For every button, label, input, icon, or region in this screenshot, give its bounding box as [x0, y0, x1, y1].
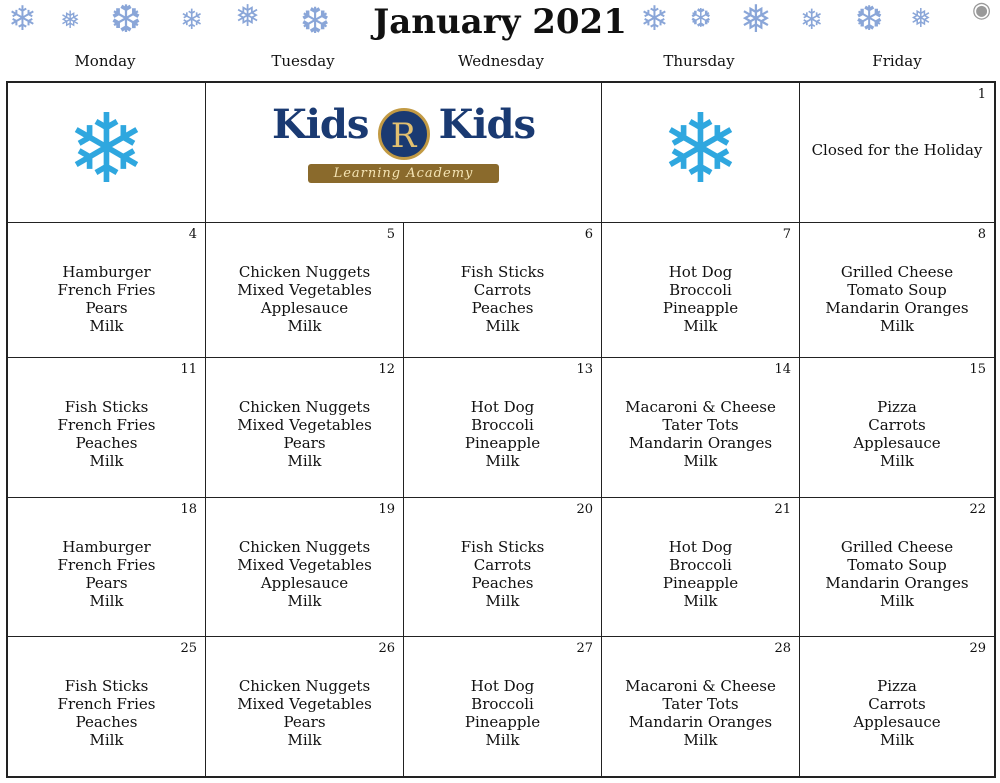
menu-item: Carrots — [473, 281, 532, 299]
menu-list — [8, 538, 205, 610]
calendar-day-cell — [602, 223, 800, 358]
snowflake-icon: ❆ — [690, 4, 712, 34]
calendar-day-cell — [206, 223, 404, 358]
snowflake-icon: ❄ — [180, 3, 204, 36]
snowflake-icon: ❅ — [60, 6, 81, 34]
menu-item: Hot Dog — [668, 538, 733, 556]
calendar-day-cell — [206, 637, 404, 776]
day-number: 13 — [576, 362, 593, 377]
menu-list — [206, 677, 403, 749]
snowflake-icon: ❄ — [8, 0, 37, 39]
menu-item: Fish Sticks — [64, 677, 149, 695]
menu-item: Hamburger — [62, 263, 151, 281]
menu-list — [404, 398, 601, 470]
day-number: 11 — [180, 362, 197, 377]
calendar-day-cell — [800, 498, 994, 637]
menu-item: Tater Tots — [662, 695, 739, 713]
menu-item: Broccoli — [669, 281, 732, 299]
menu-item: Milk — [879, 731, 915, 749]
menu-list — [800, 538, 994, 610]
weekday-header-row — [6, 52, 996, 72]
snowflake-icon: ❅ — [740, 0, 772, 41]
calendar-day-cell — [404, 358, 602, 498]
menu-item: Milk — [287, 317, 322, 335]
weekday-thursday: Thursday — [663, 52, 735, 70]
menu-item: Mixed Vegetables — [237, 556, 372, 574]
menu-item: Fish Sticks — [460, 263, 545, 281]
calendar-day-cell — [8, 223, 206, 358]
menu-item: Carrots — [868, 695, 926, 713]
menu-item: Mandarin Oranges — [628, 713, 773, 731]
menu-item: Milk — [879, 592, 915, 610]
menu-item: Macaroni & Cheese — [625, 398, 776, 416]
menu-item: Mixed Vegetables — [237, 281, 372, 299]
menu-item: Peaches — [471, 299, 534, 317]
menu-list — [800, 263, 994, 335]
weekday-monday: Monday — [74, 52, 136, 70]
snowflake-icon: ❅ — [910, 4, 932, 34]
calendar-day-cell — [800, 358, 994, 498]
menu-item: Mandarin Oranges — [825, 299, 969, 317]
menu-item: Tomato Soup — [847, 556, 947, 574]
snowflake-icon: ❄ — [640, 0, 669, 39]
menu-item: French Fries — [57, 695, 156, 713]
menu-list — [800, 677, 994, 749]
weekday-tuesday: Tuesday — [271, 52, 335, 70]
calendar-cell-blank — [8, 83, 206, 223]
menu-item: Grilled Cheese — [840, 263, 954, 281]
day-number: 25 — [180, 641, 197, 656]
weekday-friday: Friday — [872, 52, 922, 70]
menu-item: Milk — [683, 731, 718, 749]
menu-item: Milk — [485, 452, 520, 470]
scrollbar-icon[interactable]: ◉ — [972, 0, 992, 23]
menu-item: Pizza — [877, 398, 917, 416]
menu-item: Peaches — [75, 713, 138, 731]
menu-item: French Fries — [57, 416, 156, 434]
menu-item: Pears — [283, 434, 326, 452]
menu-item: Carrots — [473, 556, 532, 574]
logo-banner: Learning Academy — [308, 164, 500, 183]
holiday-note: Closed for the Holiday — [811, 141, 983, 159]
menu-list — [206, 263, 403, 335]
menu-item: Fish Sticks — [64, 398, 149, 416]
calendar-day-cell — [206, 498, 404, 637]
menu-list — [404, 538, 601, 610]
snowflake-icon: ❅ — [235, 0, 261, 34]
calendar-day-cell — [800, 637, 994, 776]
menu-list — [800, 398, 994, 470]
menu-item: Carrots — [868, 416, 926, 434]
menu-item: Fish Sticks — [460, 538, 545, 556]
menu-list — [404, 677, 601, 749]
menu-item: Pizza — [877, 677, 917, 695]
snowflake-icon: ❄ — [66, 93, 147, 205]
day-number: 20 — [576, 502, 593, 517]
page-title: January 2021 — [373, 2, 627, 42]
menu-list — [8, 677, 205, 749]
calendar-day-cell — [8, 498, 206, 637]
calendar-cell-blank — [602, 83, 800, 223]
menu-item: Milk — [287, 452, 322, 470]
menu-item: Pineapple — [662, 299, 739, 317]
menu-item: Mandarin Oranges — [825, 574, 969, 592]
menu-list — [206, 398, 403, 470]
menu-item: Milk — [485, 592, 520, 610]
menu-list — [8, 263, 205, 335]
day-number: 21 — [774, 502, 791, 517]
logo-word-right: Kids — [438, 101, 536, 148]
logo-cell — [206, 83, 602, 223]
day-number: 6 — [584, 227, 593, 242]
calendar-day-cell — [602, 498, 800, 637]
snowflake-icon: ❄ — [800, 3, 824, 36]
snowflake-icon: ❆ — [300, 1, 331, 42]
day-number: 4 — [188, 227, 197, 242]
menu-item: Milk — [485, 731, 520, 749]
logo-word-left: Kids — [271, 101, 369, 148]
day-number: 14 — [774, 362, 791, 377]
menu-item: Applesauce — [260, 574, 349, 592]
day-number: 22 — [969, 502, 986, 517]
menu-item: Tomato Soup — [847, 281, 947, 299]
calendar-day-cell — [404, 498, 602, 637]
calendar-cell-friday-1 — [800, 83, 994, 223]
day-number: 19 — [378, 502, 395, 517]
menu-list — [404, 263, 601, 335]
menu-item: Pineapple — [464, 434, 541, 452]
menu-item: Hamburger — [62, 538, 151, 556]
menu-item: Pineapple — [662, 574, 739, 592]
menu-item: Mandarin Oranges — [628, 434, 773, 452]
menu-item: Milk — [89, 592, 124, 610]
menu-item: Hot Dog — [668, 263, 733, 281]
weekday-wednesday: Wednesday — [458, 52, 544, 70]
day-number: 18 — [180, 502, 197, 517]
logo-emblem: R — [378, 108, 430, 160]
day-number: 26 — [378, 641, 395, 656]
menu-item: Mixed Vegetables — [237, 695, 372, 713]
menu-item: Mixed Vegetables — [237, 416, 372, 434]
menu-list — [602, 538, 799, 610]
menu-item: French Fries — [57, 281, 156, 299]
menu-item: Milk — [287, 731, 322, 749]
day-number: 1 — [977, 87, 986, 102]
menu-item: Broccoli — [471, 695, 534, 713]
menu-list — [602, 263, 799, 335]
calendar-day-cell — [800, 223, 994, 358]
calendar-day-cell — [206, 358, 404, 498]
day-number: 28 — [774, 641, 791, 656]
calendar-day-cell — [404, 637, 602, 776]
day-number: 12 — [378, 362, 395, 377]
menu-item: Hot Dog — [470, 677, 535, 695]
calendar-day-cell — [602, 637, 800, 776]
menu-item: Chicken Nuggets — [238, 263, 371, 281]
menu-item: Milk — [287, 592, 322, 610]
menu-item: Applesauce — [853, 713, 941, 731]
menu-item: Chicken Nuggets — [238, 398, 371, 416]
menu-list — [8, 398, 205, 470]
menu-list — [206, 538, 403, 610]
snowflake-icon: ❄ — [660, 93, 741, 205]
menu-item: Pears — [85, 299, 128, 317]
menu-item: Milk — [683, 592, 718, 610]
menu-item: Milk — [89, 731, 124, 749]
calendar-day-cell — [8, 358, 206, 498]
kids-r-kids-logo — [206, 101, 601, 183]
menu-item: Chicken Nuggets — [238, 538, 371, 556]
menu-item: Chicken Nuggets — [238, 677, 371, 695]
calendar-day-cell — [404, 223, 602, 358]
menu-item: Broccoli — [471, 416, 534, 434]
menu-item: Pears — [85, 574, 128, 592]
menu-item: Macaroni & Cheese — [625, 677, 776, 695]
menu-list — [602, 677, 799, 749]
calendar-day-cell — [602, 358, 800, 498]
menu-item: Tater Tots — [662, 416, 739, 434]
menu-item: Milk — [89, 452, 124, 470]
snowflake-icon: ❆ — [855, 0, 884, 39]
snowflake-icon: ❆ — [110, 0, 142, 41]
day-number: 27 — [576, 641, 593, 656]
menu-item: Milk — [485, 317, 520, 335]
calendar-day-cell — [8, 637, 206, 776]
menu-item: Milk — [683, 317, 718, 335]
day-number: 29 — [969, 641, 986, 656]
menu-item: Applesauce — [853, 434, 941, 452]
calendar-header — [0, 0, 1000, 48]
menu-item: Peaches — [471, 574, 534, 592]
menu-item: Grilled Cheese — [840, 538, 954, 556]
menu-item: Applesauce — [260, 299, 349, 317]
menu-item: Pears — [283, 713, 326, 731]
day-number: 7 — [782, 227, 791, 242]
menu-item: French Fries — [57, 556, 156, 574]
menu-item: Milk — [683, 452, 718, 470]
menu-item: Milk — [879, 317, 915, 335]
menu-item: Milk — [879, 452, 915, 470]
menu-item: Broccoli — [669, 556, 732, 574]
menu-item: Hot Dog — [470, 398, 535, 416]
menu-item: Peaches — [75, 434, 138, 452]
day-number: 15 — [969, 362, 986, 377]
menu-item: Milk — [89, 317, 124, 335]
calendar-grid — [6, 81, 996, 778]
menu-item: Pineapple — [464, 713, 541, 731]
day-number: 8 — [977, 227, 986, 242]
day-number: 5 — [386, 227, 395, 242]
menu-list — [602, 398, 799, 470]
